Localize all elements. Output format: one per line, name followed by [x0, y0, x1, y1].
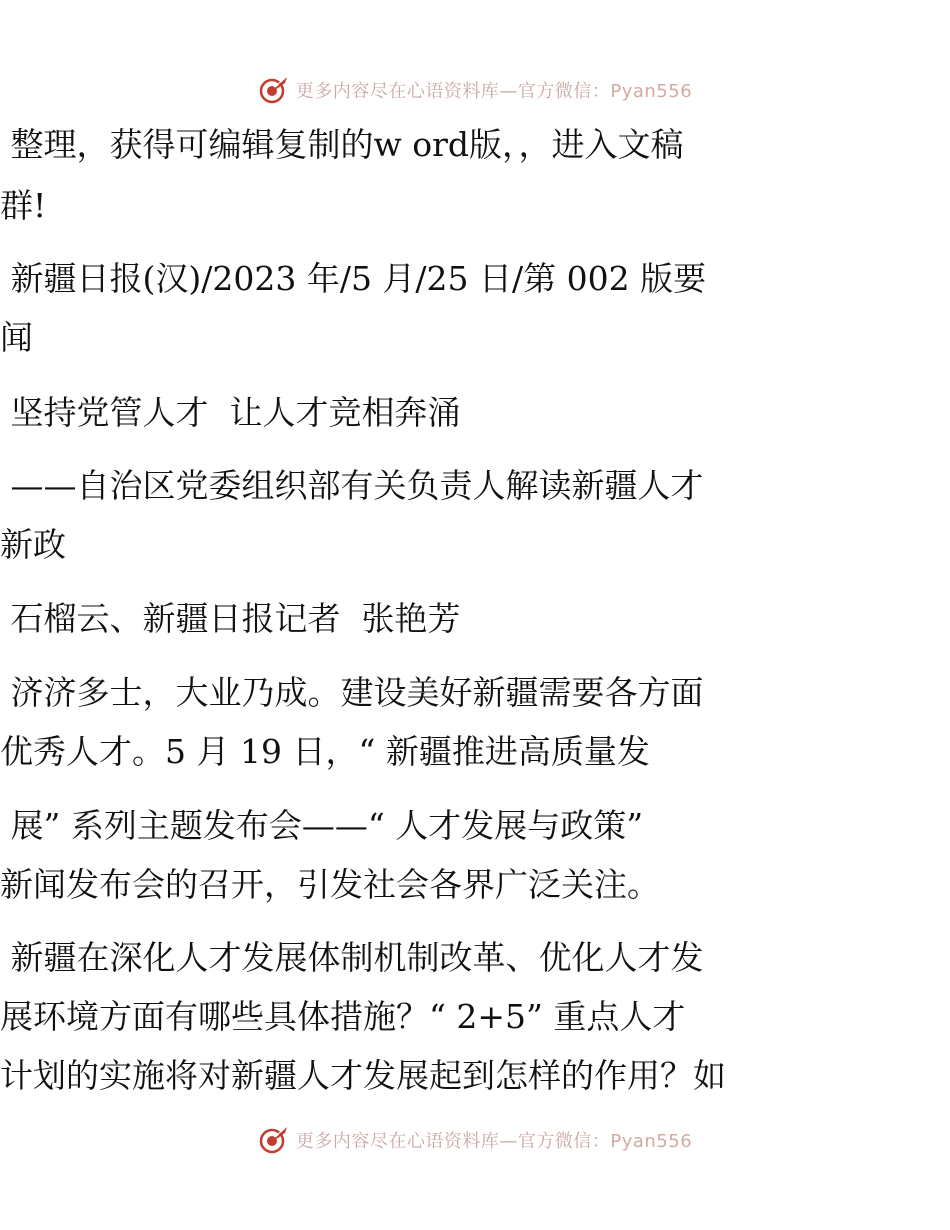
- footer-banner: [0, 1120, 950, 1160]
- banner-text: [296, 1127, 692, 1153]
- text-line: 展” 系列主题发布会——“ 人才发展与政策”: [0, 806, 644, 845]
- text-line: 济济多士，大业乃成。建设美好新疆需要各方面: [0, 673, 704, 712]
- quill-pen-logo-icon: [258, 1124, 290, 1156]
- text-line: 新疆日报(汉)/2023 年/5 月/25 日/第 002 版要: [0, 259, 707, 298]
- banner-label: 更多内容尽在心语资料库—官方微信：: [295, 81, 611, 102]
- text-line: 计划的实施将对新疆人才发展起到怎样的作用？如: [0, 1056, 726, 1095]
- text-line: 闻: [0, 318, 33, 357]
- text-line: 展环境方面有哪些具体措施？“ 2+5” 重点人才: [0, 997, 686, 1036]
- text-line: 群!: [0, 186, 47, 225]
- text-line: 新疆在深化人才发展体制机制改革、优化人才发: [0, 938, 704, 977]
- text-line: ——自治区党委组织部有关负责人解读新疆人才: [0, 466, 704, 505]
- banner-label: 更多内容尽在心语资料库—官方微信：: [295, 1131, 611, 1152]
- banner-wechat-id: Pyan556: [610, 81, 693, 102]
- banner-wechat-id: Pyan556: [610, 1131, 693, 1152]
- text-line: 石榴云、新疆日报记者 张艳芳: [0, 599, 461, 638]
- text-line: 新闻发布会的召开，引发社会各界广泛关注。: [0, 865, 660, 904]
- text-line: 新政: [0, 525, 66, 564]
- text-line: 优秀人才。5 月 19 日，“ 新疆推进高质量发: [0, 732, 650, 771]
- text-line: 整理，获得可编辑复制的w ord版，，进入文稿: [0, 125, 684, 164]
- text-line: 坚持党管人才 让人才竞相奔涌: [0, 393, 461, 432]
